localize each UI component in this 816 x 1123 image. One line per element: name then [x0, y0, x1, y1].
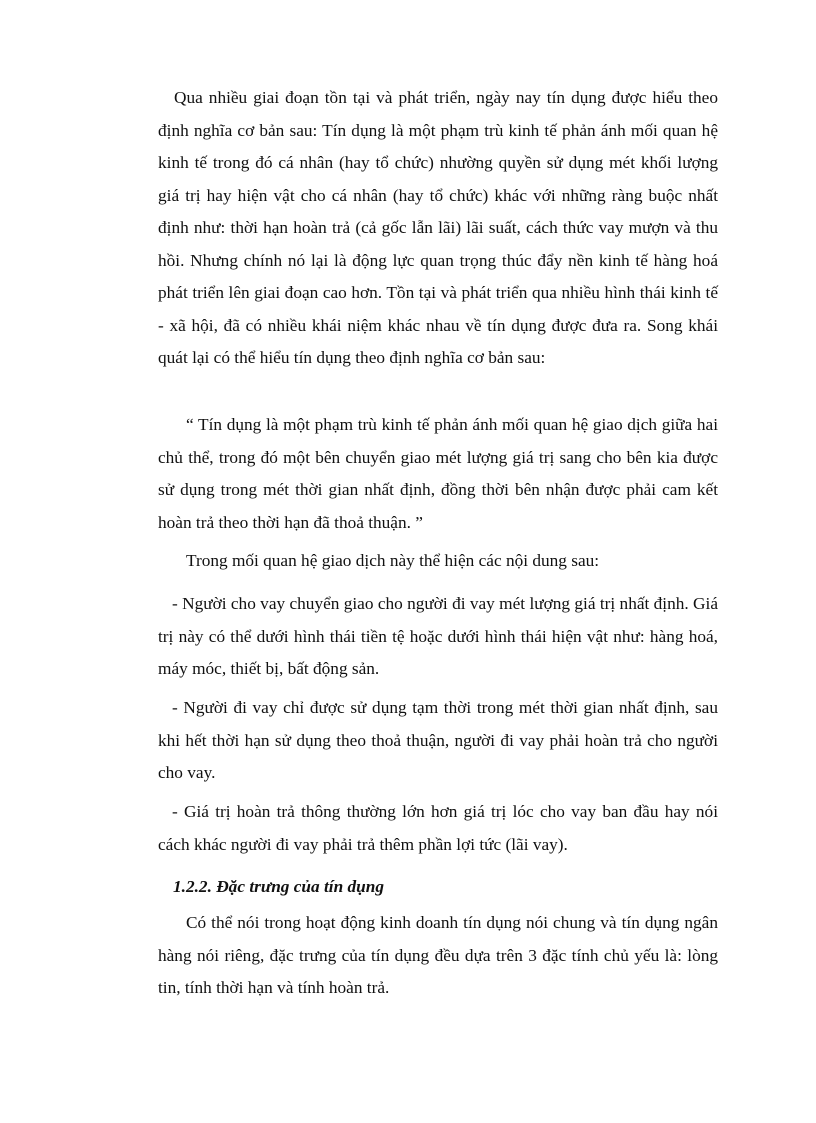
paragraph-credit-characteristics: Có thể nói trong hoạt động kinh doanh tín dụng nói chung và tín dụng ngân hàng nói riêng, đặc trưng của tín dụng đều dựa trên 3 đặc tính chủ yếu là: lòng tin, tính thời hạn và tính hoàn trả. [158, 913, 718, 997]
list-item-lender-transfers-value: - Người cho vay chuyển giao cho người đi vay mét lượng giá trị nhất định. Giá trị này có thể dưới hình thái tiền tệ hoặc dưới hình thái hiện vật như: hàng hoá, máy móc, thiết bị, bất động sản. [158, 594, 718, 678]
list-item-repayment-value: - Giá trị hoàn trả thông thường lớn hơn giá trị lóc cho vay ban đầu hay nói cách khác người đi vay phải trả thêm phần lợi tức (lãi vay). [158, 802, 718, 854]
paragraph-credit-definition-quote: “ Tín dụng là một phạm trù kinh tế phản ánh mối quan hệ giao dịch giữa hai chủ thể, trong đó một bên chuyển giao mét lượng giá trị sang cho bên kia được sử dụng trong mét thời gian nhất định, đồng thời bên nhận được phải cam kết hoàn trả theo thời hạn đã thoả thuận. ” [158, 415, 718, 532]
list-item-borrower-temporary-use: - Người đi vay chỉ được sử dụng tạm thời trong mét thời gian nhất định, sau khi hết thời hạn sử dụng theo thoả thuận, người đi vay phải hoàn trả cho người cho vay. [158, 698, 718, 782]
paragraph-transaction-contents-intro: Trong mối quan hệ giao dịch này thể hiện các nội dung sau: [186, 551, 600, 570]
paragraph-credit-definition-intro: Qua nhiều giai đoạn tồn tại và phát triển, ngày nay tín dụng được hiểu theo định nghĩa cơ bản sau: Tín dụng là một phạm trù kinh tế phản ánh mối quan hệ kinh tế trong đó cá nhân (hay tổ chức) nhường quyền sử dụng mét khối lượng giá trị hay hiện vật cho cá nhân (hay tổ chức) khác với những ràng buộc nhất định như: thời hạn hoàn trả (cả gốc lẫn lãi) lãi suất, cách thức vay mượn và thu hồi. Nhưng chính nó lại là động lực quan trọng thúc đẩy nền kinh tế hàng hoá phát triển lên giai đoạn cao hơn. Tồn tại và phát triển qua nhiều hình thái kinh tế - xã hội, đã có nhiều khái niệm khác nhau về tín dụng được đưa ra. Song khái quát lại có thể hiểu tín dụng theo định nghĩa cơ bản sau: [158, 88, 718, 367]
section-heading: 1.2.2. Đặc trưng của tín dụng [173, 877, 385, 896]
